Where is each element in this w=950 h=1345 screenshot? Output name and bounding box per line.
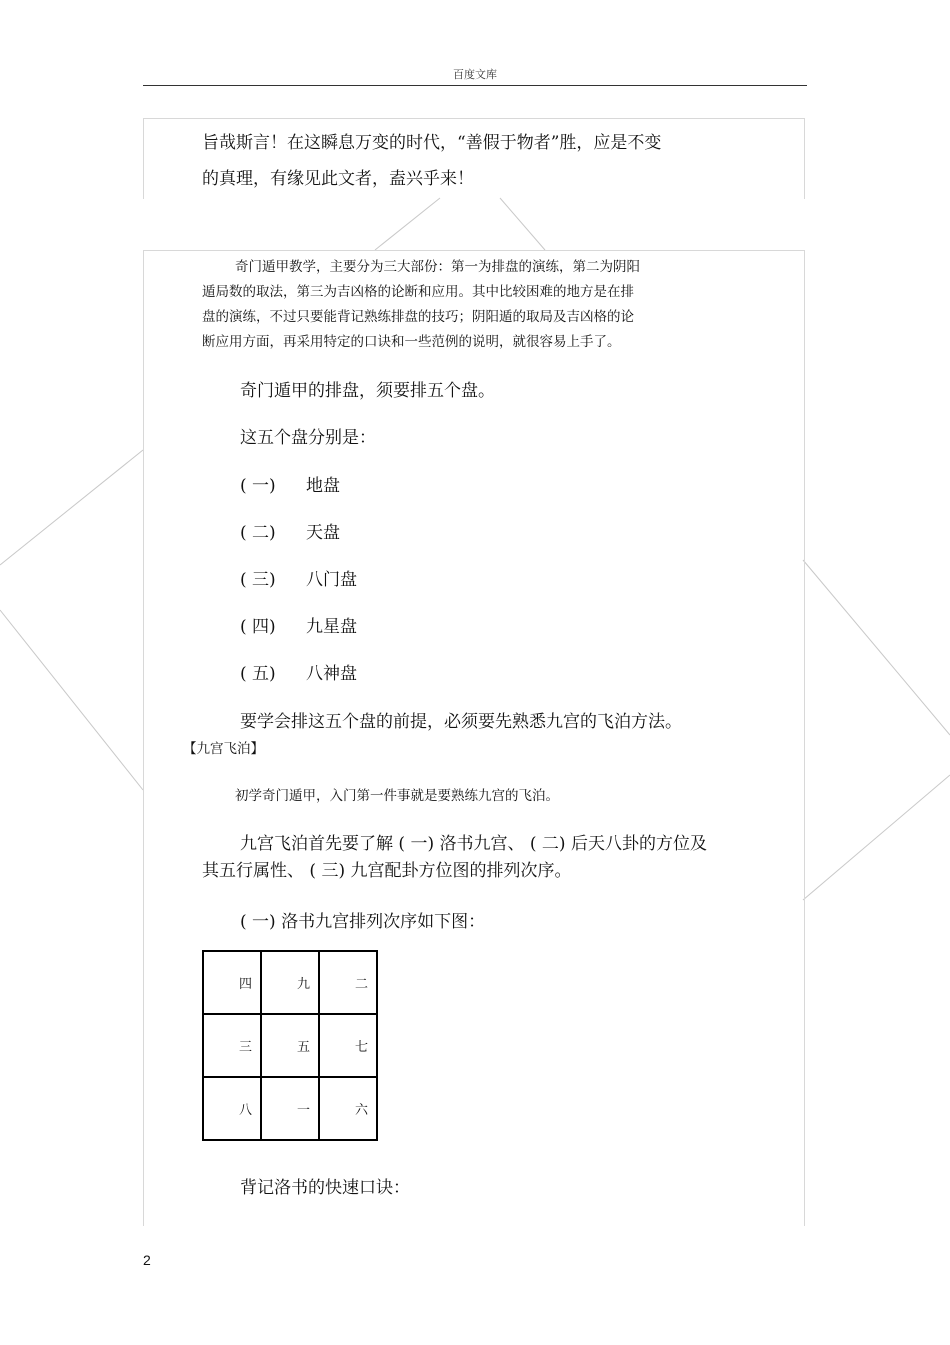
quote-line-2: 的真理，有缘见此文者，盍兴乎来！ <box>202 169 474 189</box>
intro-line-1: 奇门遁甲教学，主要分为三大部份：第一为排盘的演练，第二为阴阳 <box>235 259 640 275</box>
section-note: 初学奇门遁甲，入门第一件事就是要熟练九宫的飞泊。 <box>235 788 559 804</box>
luoshu-cell: 九 <box>261 951 319 1014</box>
plate-name: 九星盘 <box>306 617 357 637</box>
plate-number: ( 四) <box>240 617 276 637</box>
luoshu-cell: 八 <box>203 1077 261 1140</box>
luoshu-cell: 五 <box>261 1014 319 1077</box>
luoshu-cell: 三 <box>203 1014 261 1077</box>
intro-line-2: 遁局数的取法，第三为吉凶格的论断和应用。其中比较困难的地方是在排 <box>202 284 634 300</box>
luoshu-grid <box>202 950 378 1141</box>
luoshu-cell: 四 <box>203 951 261 1014</box>
plate-name: 地盘 <box>306 476 340 496</box>
intro-line-4: 断应用方面，再采用特定的口诀和一些范例的说明，就很容易上手了。 <box>202 334 621 350</box>
luoshu-cell: 二 <box>319 951 377 1014</box>
page-number: 2 <box>143 1252 151 1268</box>
page-header: 百度文库 <box>453 68 497 81</box>
plate-number: ( 三) <box>240 570 276 590</box>
luoshu-cell: 六 <box>319 1077 377 1140</box>
intro-line-3: 盘的演练，不过只要能背记熟练排盘的技巧；阴阳遁的取局及吉凶格的论 <box>202 309 634 325</box>
plate-name: 八门盘 <box>306 570 357 590</box>
luoshu-cell: 七 <box>319 1014 377 1077</box>
plates-lead: 奇门遁甲的排盘，须要排五个盘。 <box>240 381 495 401</box>
section-title: 【九宫飞泊】 <box>183 741 264 757</box>
plate-number: ( 五) <box>240 664 276 684</box>
plate-name: 八神盘 <box>306 664 357 684</box>
plate-number: ( 一) <box>240 476 276 496</box>
plate-name: 天盘 <box>306 523 340 543</box>
plates-list-intro: 这五个盘分别是： <box>240 428 376 448</box>
mnemonic-heading: 背记洛书的快速口诀： <box>240 1178 410 1198</box>
luoshu-caption: ( 一) 洛书九宫排列次序如下图： <box>240 912 486 932</box>
section-para-line-1: 九宫飞泊首先要了解 ( 一) 洛书九宫、 ( 二) 后天八卦的方位及 <box>240 834 707 854</box>
section-para-line-2: 其五行属性、 ( 三) 九宫配卦方位图的排列次序。 <box>202 861 572 881</box>
plate-number: ( 二) <box>240 523 276 543</box>
plates-premise: 要学会排这五个盘的前提，必须要先熟悉九宫的飞泊方法。 <box>240 712 682 732</box>
header-rule <box>143 85 807 86</box>
luoshu-cell: 一 <box>261 1077 319 1140</box>
quote-line-1: 旨哉斯言！在这瞬息万变的时代，“善假于物者”胜，应是不变 <box>202 133 662 153</box>
